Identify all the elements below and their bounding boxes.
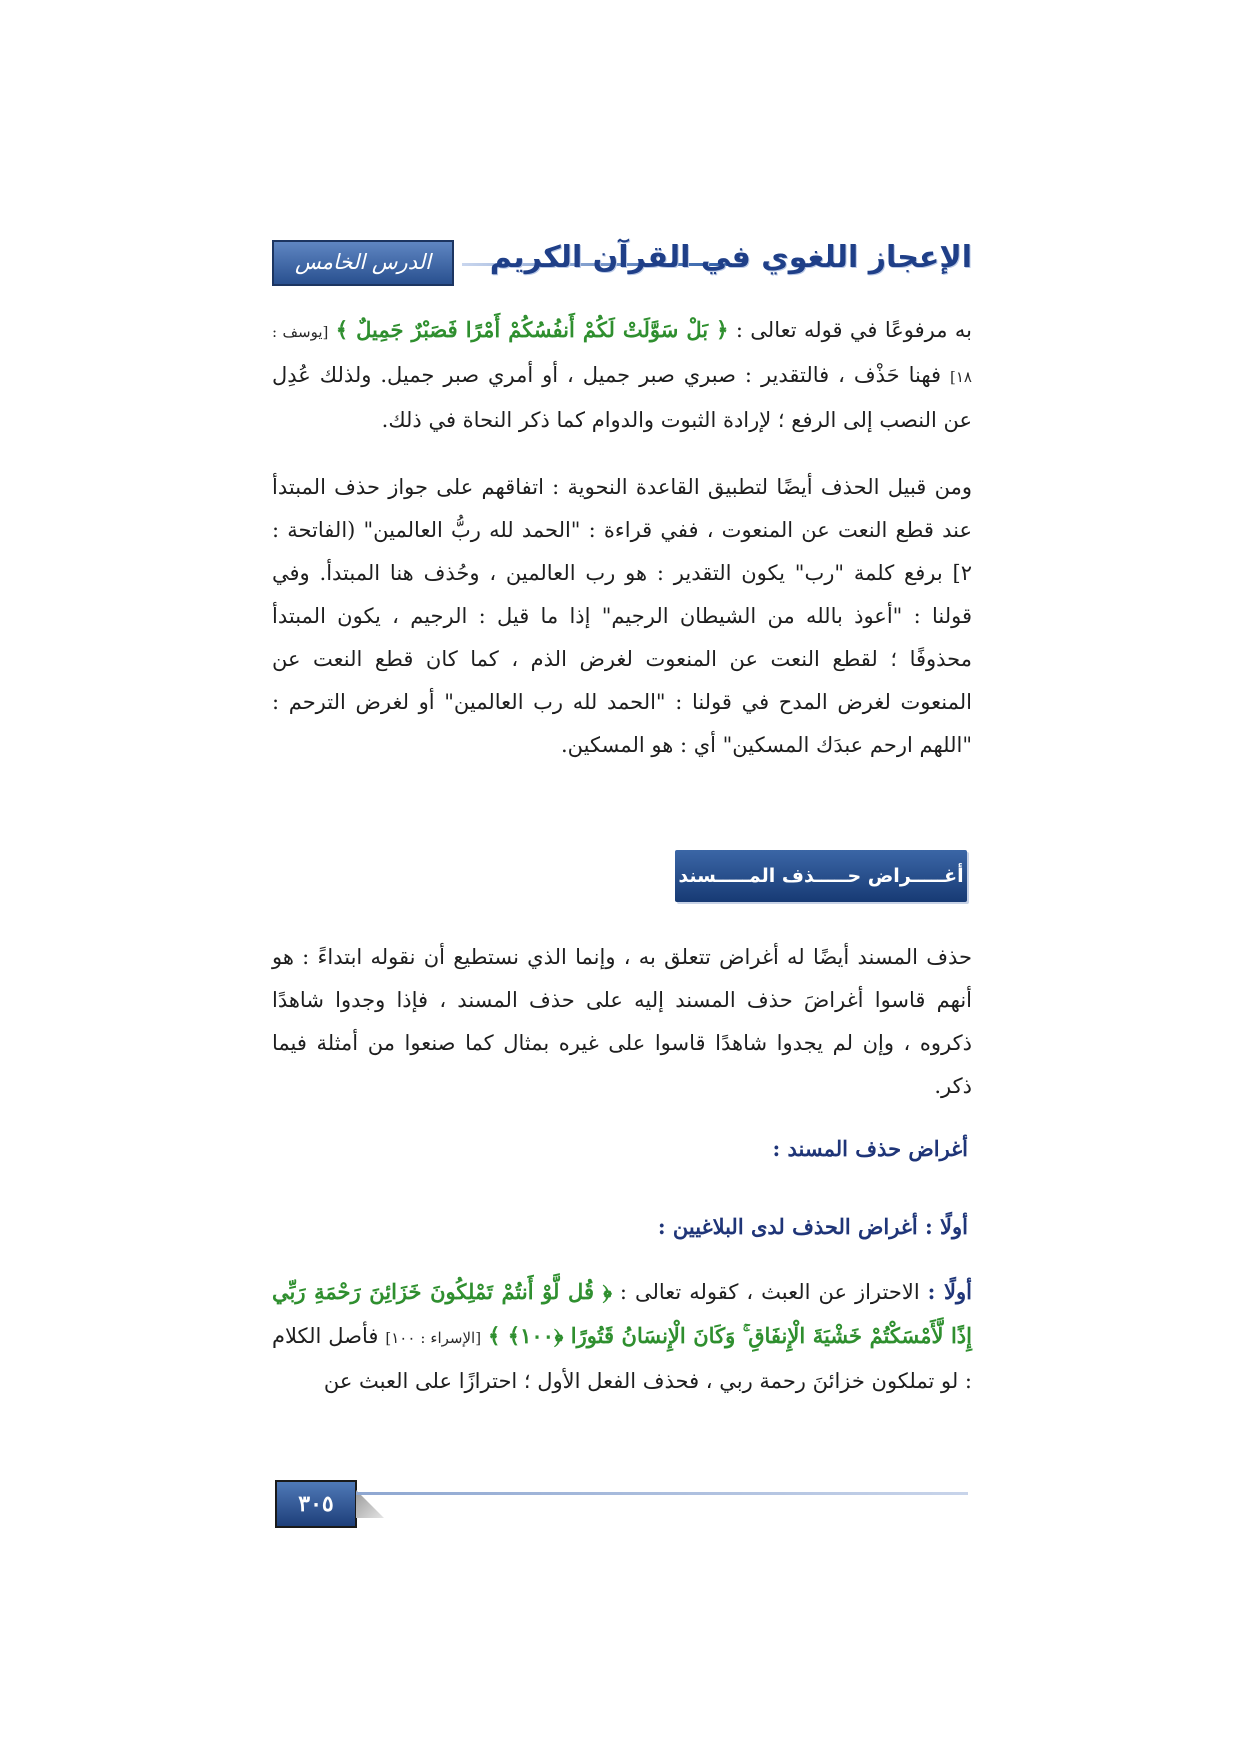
page-header bbox=[272, 240, 972, 314]
paragraph-2: ومن قبيل الحذف أيضًا لتطبيق القاعدة النحوية : اتفاقهم على جواز حذف المبتدأ عند قطع النعت عن المنعوت ، ففي قراءة : "الحمد لله ربُّ العالمين" (الفاتحة : ٢] برفع كلمة "رب" يكون التقدير : هو رب العالمين ، وحُذف هنا المبتدأ. وفي قولنا : "أعوذ بالله من الشيطان الرجيم" إذا ما قيل : الرجيم ، يكون المبتدأ محذوفًا ؛ لقطع النعت عن المنعوت لغرض الذم ، كما كان قطع النعت عن المنعوت لغرض المدح في قولنا : "الحمد لله رب العالمين" أو لغرض الترحم : "اللهم ارحم عبدَك المسكين" أي : هو المسكين. bbox=[272, 475, 972, 757]
page-number: ٣٠٥ bbox=[275, 1480, 357, 1528]
verse-reference-yusuf: [يوسف : ١٨] bbox=[272, 323, 972, 386]
paragraph-1-lead: به مرفوعًا في قوله تعالى : bbox=[735, 318, 972, 342]
lesson-label: الدرس الخامس عشر bbox=[272, 240, 454, 286]
paragraph-4-label: أولًا : bbox=[927, 1279, 972, 1304]
paragraph-4-rest: فأصل الكلام : لو تملكون خزائنَ رحمة ربي ، فحذف الفعل الأول ؛ احترازًا على العبث عن bbox=[272, 1324, 972, 1393]
paragraph-4 bbox=[272, 1270, 972, 1403]
paragraph-3: حذف المسند أيضًا له أغراض تتعلق به ، وإنما الذي نستطيع أن نقوله ابتداءً : هو أنهم قاسوا أغراضَ حذف المسند إليه على حذف المسند ، فإذا وجدوا شاهدًا ذكروه ، وإن لم يجدوا شاهدًا قاسوا على غيره بمثال كما صنعوا من أمثلة فيما ذكر. bbox=[272, 945, 972, 1098]
heading-rhetoricians: أولًا : أغراض الحذف لدى البلاغيين : bbox=[657, 1214, 968, 1239]
paragraph-1-rest: فهنا حَذْف ، فالتقدير : صبري صبر جميل ، أو أمري صبر جميل. ولذلك عُدِل عن النصب إلى الرفع ؛ لإرادة الثبوت والدوام كما ذكر النحاة في ذلك. bbox=[272, 363, 972, 432]
book-title: الإعجاز اللغوي في القرآن الكريم bbox=[489, 240, 972, 275]
heading-purposes: أغراض حذف المسند : bbox=[772, 1136, 968, 1161]
quran-verse-yusuf: ﴿ بَلْ سَوَّلَتْ لَكُمْ أَنفُسُكُمْ أَمْرًا فَصَبْرٌ جَمِيلٌ ﴾ bbox=[335, 317, 729, 342]
quran-verse-isra: ﴿ قُل لَّوْ أَنتُمْ تَمْلِكُونَ خَزَائِنَ رَحْمَةِ رَبِّي إِذًا لَّأَمْسَكْتُمْ خَشْيَةَ الْإِنفَاقِ ۚ وَكَانَ الْإِنسَانُ قَتُورًا ﴿١٠٠﴾ ﴾ bbox=[272, 1279, 972, 1348]
paragraph-1 bbox=[272, 308, 972, 442]
verse-reference-isra: [الإسراء : ١٠٠] bbox=[385, 1329, 482, 1347]
section-banner: أغـــــراض حـــــذف المـــــسند bbox=[675, 850, 967, 902]
paragraph-4-lead: الاحتراز عن العبث ، كقوله تعالى : bbox=[619, 1280, 920, 1304]
footer-divider bbox=[356, 1492, 968, 1495]
